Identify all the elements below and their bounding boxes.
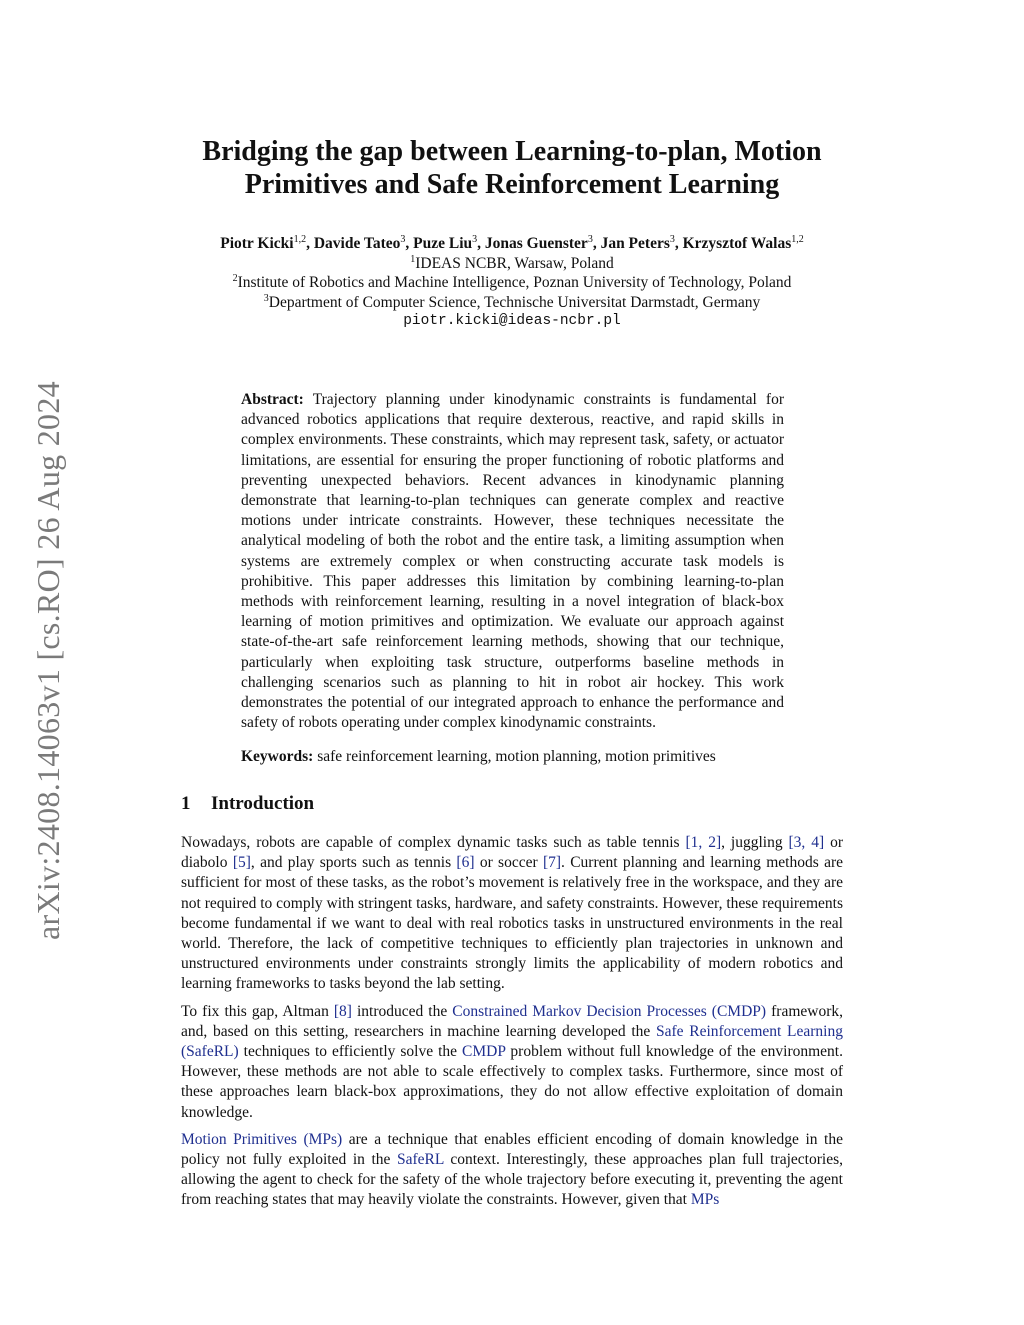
author-email[interactable]: piotr.kicki@ideas-ncbr.pl [403,313,621,329]
paragraph-text: problem without full knowledge of the environment. However, these methods are not able to scale effectively to complex tasks. Furthermore, since most of these approaches learn black-box approximations, they do not allow effective exploitation of domain knowledge. [181,1043,843,1121]
reference-link[interactable]: CMDP [462,1043,506,1061]
paragraph-text: . Current planning and learning methods are sufficient for most of these tasks, as the robot’s movement is relatively free in the workspace, and they are not required to comply with stringent tasks, hardware, and safety constraints. However, these requirements become fundamental if we want to deal with real robotics tasks in unstructured environments in the real world. Therefore, the lack of competitive techniques to efficiently plan trajectories in unknown and unstructured environments under constraints strongly limits the applicability of modern robotics and learning frameworks to tasks beyond the lab setting. [181,854,843,993]
paragraph-text: To fix this gap, Altman [181,1002,334,1020]
author-affiliation-mark: 3 [669,233,675,245]
body-text [181,833,843,1218]
section-title: Introduction [211,793,315,814]
author-list: Piotr Kicki$^{1,2}$, Davide Tateo$^3$, Puze Liu$^3$, Jonas Guenster$^3$, Jan Peters$^3$, Krzysztof Walas$^{1,2}$ [220,233,804,252]
paper-title [120,135,904,201]
paragraph [181,833,843,995]
author-affiliation-mark: 3 [400,233,406,245]
section-heading [181,793,314,815]
paragraph-text: framework, and, based on this setting, researchers in machine learning developed the [181,1002,843,1040]
keywords-label: Keywords: [241,748,314,765]
paragraph [181,1130,843,1211]
arxiv-identifier: arXiv:2408.14063v1 [cs.RO] 26 Aug 2024 [30,381,66,940]
paragraph-text: or diabolo [181,834,843,872]
paragraph-text: are a technique that enables efficient encoding of domain knowledge in the policy not fully exploited in the [181,1130,843,1169]
author-name: Davide Tateo [313,235,401,252]
paragraph-text: context. Interestingly, these approaches plan full trajectories, allowing the agent to check for the safety of the whole trajectory before executing it, preventing the agent from reaching states that may heavily violate the constraints. However, given that [181,1151,843,1209]
affiliation-line [120,293,904,313]
reference-link[interactable]: Safe Reinforcement Learning (SafeRL) [181,1022,843,1061]
paragraph-text: or soccer [474,854,543,872]
reference-link[interactable]: [3, 4] [788,834,825,851]
author-name: Piotr Kicki [220,235,294,252]
paragraph [181,1002,843,1123]
title-line-1: Bridging the gap between Learning-to-plan, Motion [202,136,822,167]
reference-link[interactable]: [1, 2] [685,834,722,851]
abstract-text: Trajectory planning under kinodynamic constraints is fundamental for advanced robotics applications that require dexterous, reactive, and rapid skills in complex environments. These constraints, which may represent task, safety, or actuator limitations, are essential for ensuring the proper functioning of robotic platforms and preventing unexpected behaviors. Recent advances in kinodynamic planning demonstrate that learning-to-plan techniques can generate complex and reactive motions under intricate constraints. However, these techniques necessitate the analytical modeling of both the robot and the entire task, a limiting assumption when systems are extremely complex or when constructing accurate task models is prohibitive. This paper addresses this limitation by combining learning-to-plan methods with reinforcement learning, resulting in a novel integration of black-box learning of motion primitives and optimization. We evaluate our approach against state-of-the-art safe reinforcement learning methods, showing that our technique, particularly when exploiting task structure, outperforms baseline methods in challenging scenarios such as planning to hit in robot air hockey. This work demonstrates the potential of our integrated approach to enhance the performance and safety of robots operating under complex kinodynamic constraints. [241,391,784,732]
author-name: Jonas Guenster [484,235,588,252]
affiliation-text: Institute of Robotics and Machine Intelligence, Poznan University of Technology, Poland [237,274,792,291]
paragraph-text: , and play sports such as tennis [250,854,457,872]
affiliation-number: 2 [232,272,238,284]
reference-link[interactable]: [6] [456,854,475,872]
affiliation-text: Department of Computer Science, Technische Universitat Darmstadt, Germany [268,293,761,311]
paragraph-text: , juggling [721,834,789,851]
reference-link[interactable]: Motion Primitives (MPs) [181,1130,343,1148]
reference-link[interactable]: [5] [232,854,251,872]
reference-link[interactable]: [7] [542,854,562,872]
author-name: Jan Peters [600,235,670,252]
affiliation-text: IDEAS NCBR, Warsaw, Poland [415,254,614,272]
paragraph-text: introduced the [351,1002,453,1020]
author-affiliation-mark: 1,2 [293,233,307,245]
author-affiliation-mark: 1,2 [791,233,804,245]
reference-link[interactable]: MPs [690,1191,720,1209]
author-name: Puze Liu [413,235,473,252]
abstract-label: Abstract: [241,391,304,408]
author-affiliation-mark: 3 [587,233,593,245]
keywords-text: safe reinforcement learning, motion planning, motion primitives [317,748,716,765]
reference-link[interactable]: SafeRL [396,1151,444,1169]
author-affiliation-mark: 3 [472,233,478,245]
author-block [120,234,904,332]
affiliation-line [120,254,904,274]
affiliation-number: 3 [263,292,269,304]
abstract [241,390,784,733]
reference-link[interactable]: Constrained Markov Decision Processes (CMDP) [452,1002,767,1020]
author-name: Krzysztof Walas [682,235,792,252]
paragraph-text: Nowadays, robots are capable of complex dynamic tasks such as table tennis [181,834,686,851]
paragraph-text: techniques to efficiently solve the [238,1043,463,1061]
title-line-2: Primitives and Safe Reinforcement Learning [244,169,780,200]
affiliation-number: 1 [410,253,416,265]
keywords [241,747,784,767]
reference-link[interactable]: [8] [333,1002,352,1020]
affiliation-line [120,273,904,293]
section-number: 1 [181,793,191,814]
